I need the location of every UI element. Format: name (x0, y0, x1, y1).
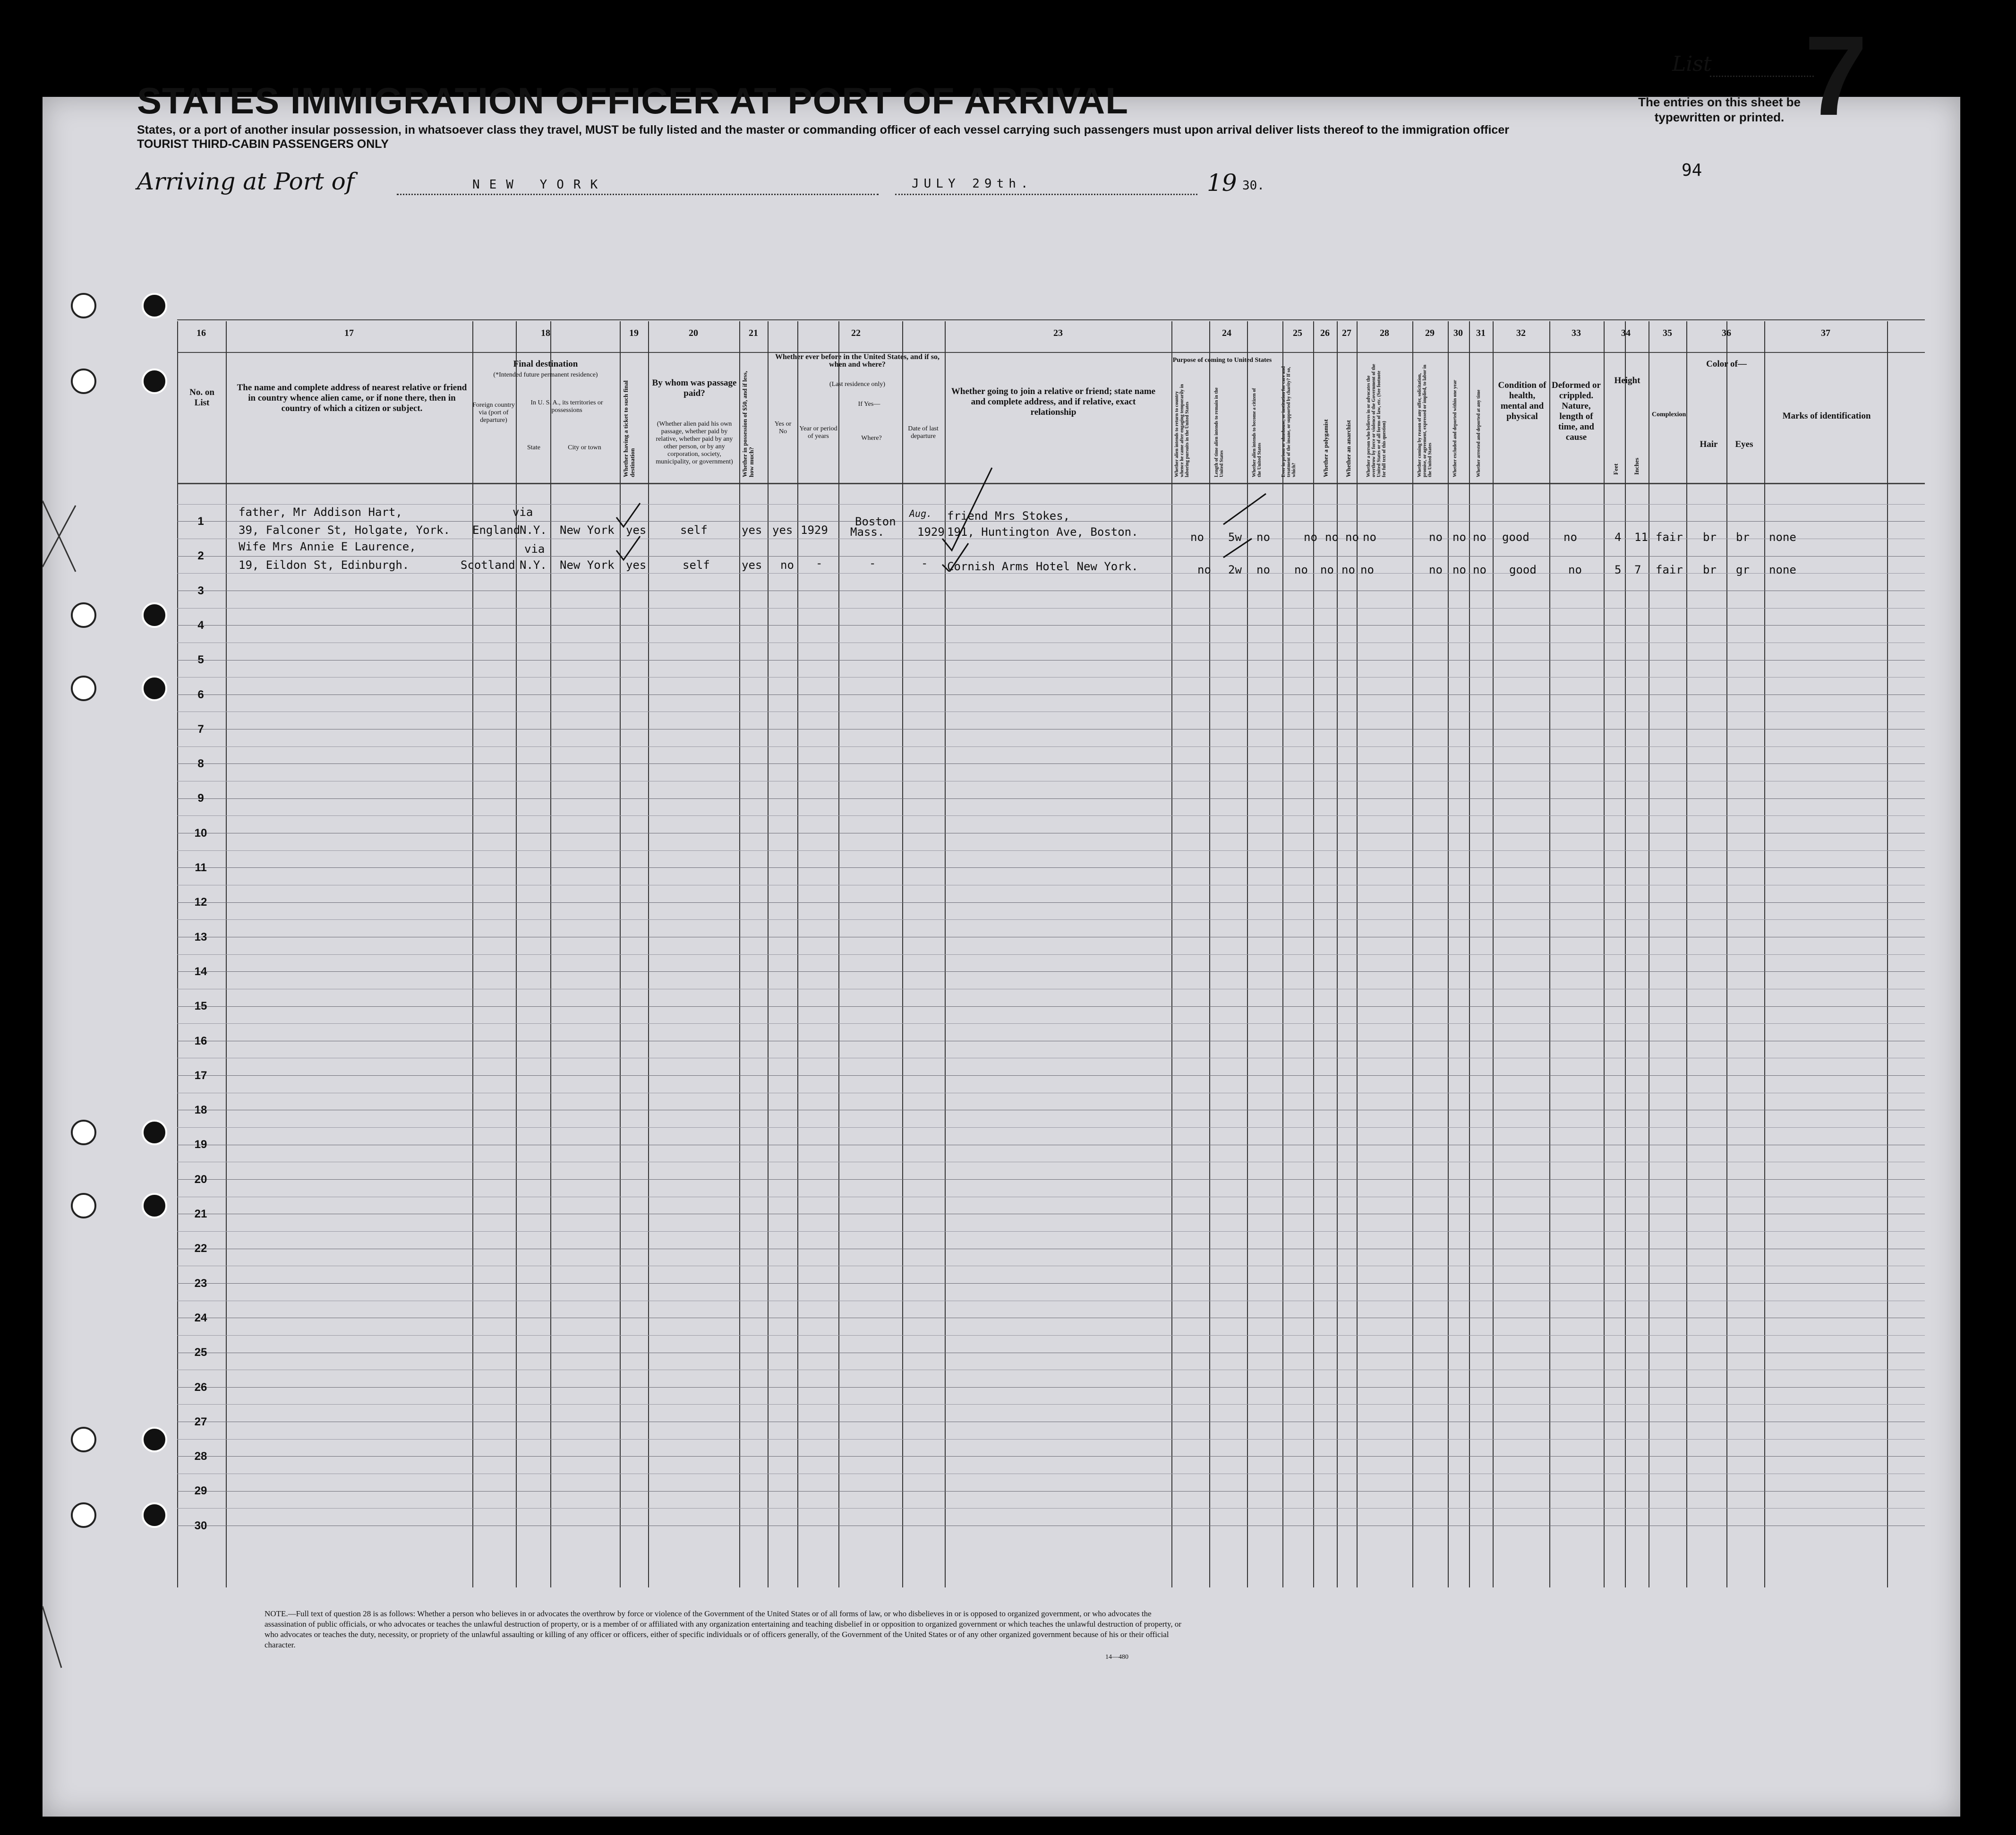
row-rule (177, 1023, 1925, 1024)
column-number: 36 (1722, 328, 1731, 338)
row-number: 10 (194, 826, 207, 840)
row1-hair: br (1703, 531, 1717, 544)
row1-prison: no (1304, 531, 1317, 544)
row2-marks: none (1769, 563, 1796, 576)
row2-hair: br (1703, 563, 1717, 576)
row1-become-citizen: no (1256, 531, 1270, 544)
row-number: 24 (194, 1311, 207, 1324)
column-number: 34 (1621, 328, 1631, 338)
row2-relative-line2: 19, Eildon St, Edinburgh. (239, 558, 410, 572)
row-rule (177, 1491, 1925, 1492)
row1-foreign-via: via (513, 506, 533, 519)
row2-paid-by: self (683, 558, 710, 572)
column-number: 37 (1821, 328, 1830, 338)
row-number: 6 (197, 688, 204, 701)
row-number: 27 (194, 1415, 207, 1428)
row-rule (177, 919, 1925, 920)
column-number: 26 (1320, 328, 1330, 338)
row1-relative-line2: 39, Falconer St, Holgate, York. (239, 523, 450, 537)
row-number: 22 (194, 1242, 207, 1255)
class-note: TOURIST THIRD-CABIN PASSENGERS ONLY (137, 137, 389, 151)
row-number: 20 (194, 1173, 207, 1186)
column-number: 16 (196, 328, 206, 338)
row-rule (177, 763, 1925, 764)
row2-before-yn: no (780, 558, 794, 572)
row-rule (177, 1006, 1925, 1007)
column-number: 22 (851, 328, 861, 338)
joining-check-marks (940, 463, 997, 572)
margin-x-mark (38, 496, 80, 576)
instructions-line: States, or a port of another insular possession, in whatsoever class they travel, MUST be fully listed and the master or commanding officer of each vessel carrying such passengers must upon arrival deliver lists thereof to the immigration officer (137, 123, 1509, 137)
form-code: 14—480 (1105, 1654, 1128, 1661)
stay-check-marks (1219, 491, 1275, 562)
row2-inches: 7 (1634, 563, 1641, 576)
row-number: 19 (194, 1138, 207, 1151)
column-number: 20 (689, 328, 698, 338)
row-rule (177, 746, 1925, 747)
header-purpose: Purpose of coming to United States (1172, 357, 1272, 364)
column-number: 27 (1342, 328, 1351, 338)
header-in-usa: In U. S. A., its territories or possessions (530, 399, 603, 414)
header-yes-no: Yes or No (774, 420, 792, 435)
row-rule (177, 815, 1925, 816)
column-number: 33 (1572, 328, 1581, 338)
header-joining: Whether going to join a relative or friend; state name and complete address, and if relative, exact relationship (951, 386, 1156, 417)
row-number: 30 (194, 1519, 207, 1532)
header-polygamist: Whether a polygamist (1322, 419, 1329, 477)
row1-deformed: no (1563, 531, 1577, 544)
row1-before-where-2: Mass. (850, 525, 885, 539)
typewrite-note: The entries on this sheet be typewritten or printed. (1638, 95, 1801, 124)
row-rule (177, 902, 1925, 903)
row2-length-stay: 2w (1228, 563, 1242, 576)
row2-deported: no (1473, 563, 1486, 576)
header-if-yes: If Yes— (858, 401, 880, 408)
column-number: 29 (1425, 328, 1435, 338)
header-fifty-dollars: Whether in possession of $50, and if less, how much? (741, 371, 755, 477)
row1-eyes: br (1736, 531, 1750, 544)
year-value: 30. (1242, 179, 1264, 193)
row-number: 16 (194, 1034, 207, 1047)
header-deported: Whether arrested and deported at any time (1476, 389, 1481, 477)
header-complexion: Complexion (1652, 411, 1686, 418)
header-length-stay: Length of time alien intends to remain in the United States (1214, 387, 1224, 477)
list-label: List (1672, 52, 1712, 76)
row1-joining-line1: friend Mrs Stokes, (947, 509, 1070, 523)
header-excluded: Whether excluded and deported within one year (1452, 380, 1458, 477)
row-number: 2 (197, 549, 204, 563)
header-eyes: Eyes (1735, 439, 1753, 449)
header-marks: Marks of identification (1782, 411, 1871, 421)
row-number: 13 (194, 930, 207, 943)
row2-labor-offer: no (1429, 563, 1443, 576)
row-rule (177, 867, 1925, 868)
column-number: 32 (1516, 328, 1526, 338)
row1-foreign-country: England (472, 523, 521, 537)
column-number: 23 (1053, 328, 1063, 338)
row1-excluded: no (1452, 531, 1466, 544)
row1-marks: none (1769, 531, 1796, 544)
row-rule (177, 798, 1925, 799)
column-number: 21 (749, 328, 758, 338)
column-number-rule (177, 352, 1925, 353)
row-rule (177, 1283, 1925, 1284)
header-height: Height (1614, 376, 1640, 386)
row-rule (177, 1075, 1925, 1076)
column-number: 31 (1476, 328, 1486, 338)
row-rule (177, 1508, 1925, 1509)
row-rule (177, 1335, 1925, 1336)
row-number: 21 (194, 1208, 207, 1220)
row2-foreign-country: Scotland (461, 558, 515, 572)
header-final-destination-sub: (*Intended future permanent residence) (493, 371, 598, 378)
column-number: 24 (1222, 328, 1231, 338)
row-number: 25 (194, 1346, 207, 1359)
column-number: 35 (1663, 328, 1672, 338)
column-number: 25 (1293, 328, 1302, 338)
row-number: 1 (197, 515, 204, 528)
row2-feet: 5 (1615, 563, 1622, 576)
header-overthrow: Whether a person who believes in or advocates the overthrow by force or violence of the Government of the United States or of all forms of law, etc. (See footnote for full text of this question) (1366, 364, 1387, 477)
row1-joining-line2: 191, Huntington Ave, Boston. (947, 525, 1138, 539)
row1-paid-by: self (680, 523, 708, 537)
row-rule (177, 1127, 1925, 1128)
row-number: 29 (194, 1484, 207, 1498)
row-number: 18 (194, 1104, 207, 1117)
header-prison: Ever in prison or almshouse, or institution for care and treatment of the insane, or supported by charity? If so, which? (1281, 366, 1297, 477)
row-number: 3 (197, 584, 204, 597)
row1-polygamist: no (1325, 531, 1339, 544)
row-number: 11 (195, 861, 207, 874)
row2-relative-line1: Wife Mrs Annie E Laurence, (239, 540, 416, 553)
row2-before-where-1: - (869, 557, 876, 570)
header-where: Where? (861, 435, 882, 442)
column-number: 17 (344, 328, 354, 338)
port-value: NEW YORK (472, 178, 607, 192)
row-number: 7 (197, 722, 204, 736)
row2-joining-line1: Cornish Arms Hotel New York. (947, 560, 1138, 573)
header-state: State (527, 444, 540, 451)
header-year-period: Year or period of years (799, 425, 837, 440)
row2-before-year: - (816, 557, 823, 570)
row-number: 14 (194, 965, 207, 978)
column-number: 28 (1380, 328, 1389, 338)
row1-before-yn: yes (772, 523, 793, 537)
row-number: 28 (194, 1450, 207, 1463)
row-rule (177, 1387, 1925, 1388)
sheet-number: 94 (1682, 161, 1702, 180)
row2-ticket: yes (626, 558, 647, 572)
header-return-country: Whether alien intends to return to country whence he came after engaging temporarily in laboring pursuits in the United States (1174, 384, 1190, 477)
row-number: 26 (194, 1381, 207, 1394)
row2-return-country: no (1197, 563, 1211, 576)
header-no-on-list: No. on List (189, 387, 214, 408)
year-prefix: 19 (1207, 169, 1237, 197)
row1-complexion: fair (1656, 531, 1683, 544)
row-number: 8 (197, 757, 204, 771)
row-number: 15 (194, 1000, 207, 1013)
header-color-of: Color of— (1706, 359, 1747, 369)
row1-health: good (1502, 531, 1529, 544)
row-rule (177, 556, 1925, 557)
column-number: 30 (1453, 328, 1463, 338)
row1-ticket: yes (626, 523, 647, 537)
row2-state: N.Y. (520, 558, 547, 572)
header-foreign-country: Foreign country via (port of departure) (472, 402, 515, 424)
row-number: 4 (197, 618, 204, 632)
row1-anarchist: no (1345, 531, 1359, 544)
row1-length-stay: 5w (1228, 531, 1242, 544)
header-feet: Feet (1612, 463, 1619, 475)
row1-state: N.Y. (520, 523, 547, 537)
row1-last-departure-2: 1929 (917, 525, 945, 539)
header-city: City or town (568, 444, 601, 451)
row-number: 5 (197, 653, 204, 667)
row-rule (177, 1439, 1925, 1440)
header-before-in-us: Whether ever before in the United States, and if so, when and where? (775, 353, 940, 369)
row2-polygamist: no (1320, 563, 1334, 576)
list-number: 7 (1804, 12, 1868, 139)
header-ticket: Whether having a ticket to such final destination (622, 380, 636, 477)
row2-deformed: no (1568, 563, 1582, 576)
header-before-in-us-sub: (Last residence only) (829, 381, 886, 388)
row-number: 12 (194, 896, 207, 909)
row1-deported: no (1473, 531, 1486, 544)
footnote: NOTE.—Full text of question 28 is as follows: Whether a person who believes in or advocates the overthrow by force or violence of the Government of the United States or of all forms of law, or who disbelieves in or is opposed to organized government, or who advocates the assassination of public officials, or who advocates or teaches the unlawful destruction of property, or is a member of or affiliated with any organization entertaining and teaching disbelief in or opposition to organized government or which teaches the unlawful destruction of property, or who advocates or teaches the duty, necessity, or propriety of the unlawful assaulting or killing of any officer or officers, either of specific individuals or of officers generally, of the Government of the United States or of any other organized government because of his or their official character. (265, 1609, 1182, 1649)
header-relative-address: The name and complete address of nearest relative or friend in country whence alien came, or if none there, then in country of which a citizen or subject. (237, 383, 467, 413)
row-number: 17 (194, 1069, 207, 1082)
row2-health: good (1509, 563, 1537, 576)
column-number: 19 (629, 328, 639, 338)
row2-city: New York (560, 558, 615, 572)
row-rule (177, 504, 1925, 505)
row1-overthrow: no (1363, 531, 1376, 544)
row1-return-country: no (1190, 531, 1204, 544)
row1-inches: 11 (1634, 531, 1648, 544)
row2-prison: no (1294, 563, 1308, 576)
row2-anarchist: no (1341, 563, 1355, 576)
row1-last-departure-1: Aug. (909, 508, 932, 519)
row2-last-departure-1: - (921, 557, 928, 570)
header-deformed: Deformed or crippled. Nature, length of time, and cause (1552, 380, 1601, 442)
row-rule (177, 1231, 1925, 1232)
ticket-check-marks (614, 501, 652, 567)
margin-slash-mark (38, 1602, 66, 1672)
row2-become-citizen: no (1256, 563, 1270, 576)
arriving-label: Arriving at Port of (137, 168, 355, 195)
row-rule (177, 971, 1925, 972)
header-inches: Inches (1633, 457, 1640, 475)
row2-eyes: gr (1736, 563, 1750, 576)
row-rule (177, 625, 1925, 626)
row1-feet: 4 (1615, 531, 1622, 544)
row-number: 23 (194, 1277, 207, 1290)
header-hair: Hair (1700, 439, 1718, 449)
row2-has-50: yes (742, 558, 762, 572)
column-number: 18 (541, 328, 550, 338)
row-rule (177, 1179, 1925, 1180)
row-number: 9 (197, 792, 204, 805)
row-rule (177, 1404, 1925, 1405)
table-top-rule (177, 319, 1925, 320)
row-rule (177, 850, 1925, 851)
row1-labor-offer: no (1429, 531, 1443, 544)
header-last-departure: Date of last departure (908, 425, 939, 440)
header-bottom-rule (177, 483, 1925, 484)
header-passage-paid: By whom was passage paid? (652, 378, 737, 398)
row2-complexion: fair (1656, 563, 1683, 576)
row2-foreign-via: via (524, 542, 545, 556)
row-rule (177, 954, 1925, 955)
row1-relative-line1: father, Mr Addison Hart, (239, 506, 402, 519)
header-anarchist: Whether an anarchist (1345, 420, 1352, 477)
row1-before-where-1: Boston (855, 515, 896, 528)
header-passage-paid-sub: (Whether alien paid his own passage, whether paid by relative, whether paid by any other person, or by any corporation, society, municipality, or government) (656, 420, 733, 465)
row1-city: New York (560, 523, 615, 537)
row2-overthrow: no (1360, 563, 1374, 576)
row-rule (177, 608, 1925, 609)
header-health: Condition of health, mental and physical (1498, 380, 1546, 421)
page-title: STATES IMMIGRATION OFFICER AT PORT OF ARRIVAL (137, 80, 1128, 121)
header-labor-offer: Whether coming by reason of any offer, solicitation, promise, or agreement, expressed or implied, to labor in the United States (1417, 364, 1433, 477)
header-final-destination: Final destination (513, 359, 578, 369)
row2-excluded: no (1452, 563, 1466, 576)
row1-has-50: yes (742, 523, 762, 537)
header-become-citizen: Whether alien intends to become a citizen of the United States (1252, 388, 1262, 477)
row1-before-year: 1929 (801, 523, 828, 537)
date-value: JULY 29th. (912, 177, 1033, 191)
row-rule (177, 1456, 1925, 1457)
